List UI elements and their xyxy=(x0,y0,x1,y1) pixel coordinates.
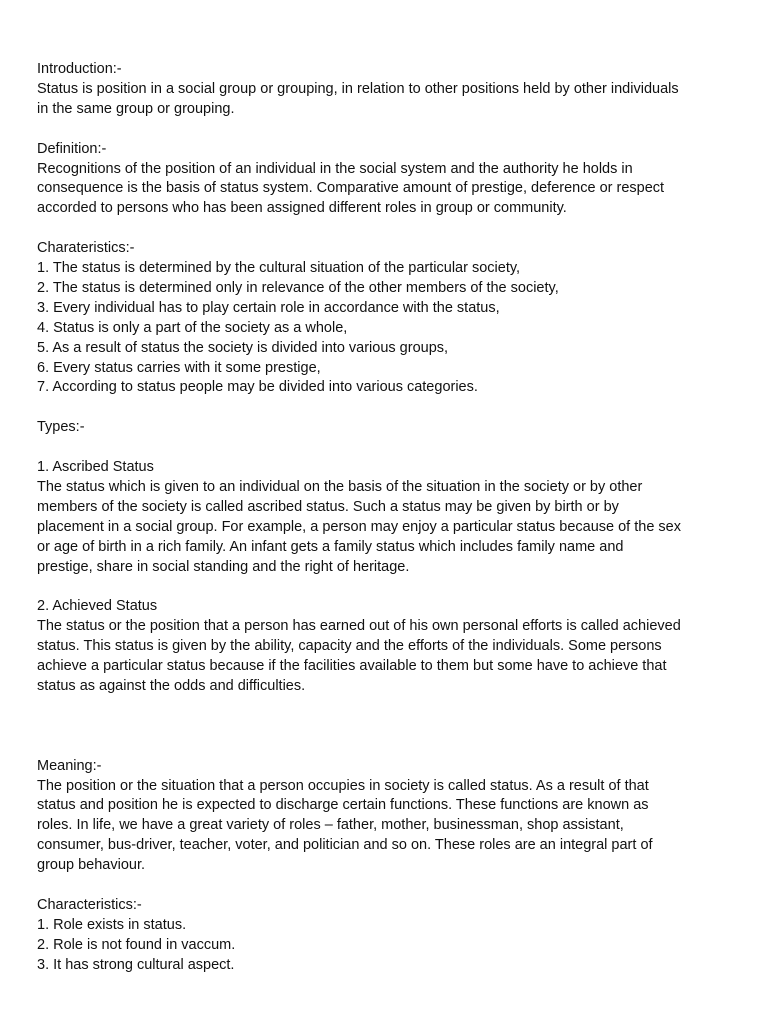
introduction-line: Status is position in a social group or grouping, in relation to other positions held by other individuals xyxy=(37,80,679,97)
meaning-heading: Meaning:- xyxy=(37,757,102,774)
ascribed-status-line: members of the society is called ascribed status. Such a status may be given by birth or by xyxy=(37,498,619,515)
spacer xyxy=(37,398,737,418)
ascribed-status-line: or age of birth in a rich family. An infant gets a family status which includes family name and xyxy=(37,538,624,555)
ascribed-status-line: placement in a social group. For example, a person may enjoy a particular status because of the sex xyxy=(37,518,681,535)
document-page xyxy=(37,60,737,976)
meaning-line: consumer, bus-driver, teacher, voter, and politician and so on. These roles are an integral part of xyxy=(37,837,653,854)
meaning-line: The position or the situation that a person occupies in society is called status. As a result of that xyxy=(37,777,649,794)
role-characteristic-item: 3. It has strong cultural aspect. xyxy=(37,956,235,973)
spacer xyxy=(37,578,737,598)
meaning-line: roles. In life, we have a great variety of roles – father, mother, businessman, shop assistant, xyxy=(37,817,624,834)
spacer xyxy=(37,438,737,458)
definition-line: Recognitions of the position of an individual in the social system and the authority he holds in xyxy=(37,160,633,177)
spacer xyxy=(37,876,737,896)
types-heading: Types:- xyxy=(37,419,85,436)
spacer xyxy=(37,219,737,239)
status-characteristic-item: 1. The status is determined by the cultural situation of the particular society, xyxy=(37,260,521,277)
definition-heading: Definition:- xyxy=(37,140,107,157)
ascribed-status-heading: 1. Ascribed Status xyxy=(37,459,154,476)
achieved-status-line: status as against the odds and difficulties. xyxy=(37,678,306,695)
achieved-status-line: The status or the position that a person has earned out of his own personal efforts is called achieved xyxy=(37,618,681,635)
ascribed-status-line: prestige, share in social standing and the right of heritage. xyxy=(37,558,410,575)
status-characteristics-heading: Charateristics:- xyxy=(37,240,135,257)
achieved-status-heading: 2. Achieved Status xyxy=(37,598,158,615)
role-characteristic-item: 2. Role is not found in vaccum. xyxy=(37,936,236,953)
meaning-line: status and position he is expected to discharge certain functions. These functions are known as xyxy=(37,797,649,814)
introduction-heading: Introduction:- xyxy=(37,61,122,77)
status-characteristic-item: 2. The status is determined only in relevance of the other members of the society, xyxy=(37,279,559,296)
achieved-status-line: status. This status is given by the ability, capacity and the efforts of the individuals. Some persons xyxy=(37,638,662,655)
status-characteristic-item: 5. As a result of status the society is divided into various groups, xyxy=(37,339,449,356)
ascribed-status-line: The status which is given to an individual on the basis of the situation in the society or by other xyxy=(37,478,643,495)
definition-line: consequence is the basis of status system. Comparative amount of prestige, deference or respect xyxy=(37,180,665,197)
spacer xyxy=(37,120,737,140)
status-characteristic-item: 3. Every individual has to play certain role in accordance with the status, xyxy=(37,299,500,316)
meaning-line: group behaviour. xyxy=(37,857,146,874)
introduction-line: in the same group or grouping. xyxy=(37,100,235,117)
status-characteristic-item: 7. According to status people may be divided into various categories. xyxy=(37,379,478,396)
status-characteristic-item: 6. Every status carries with it some prestige, xyxy=(37,359,321,376)
role-characteristic-item: 1. Role exists in status. xyxy=(37,916,187,933)
spacer xyxy=(37,697,737,757)
achieved-status-line: achieve a particular status because if the facilities available to them but some have to achieve that xyxy=(37,658,667,675)
definition-line: accorded to persons who has been assigned different roles in group or community. xyxy=(37,200,567,217)
role-characteristics-heading: Characteristics:- xyxy=(37,896,142,913)
status-characteristic-item: 4. Status is only a part of the society as a whole, xyxy=(37,319,348,336)
